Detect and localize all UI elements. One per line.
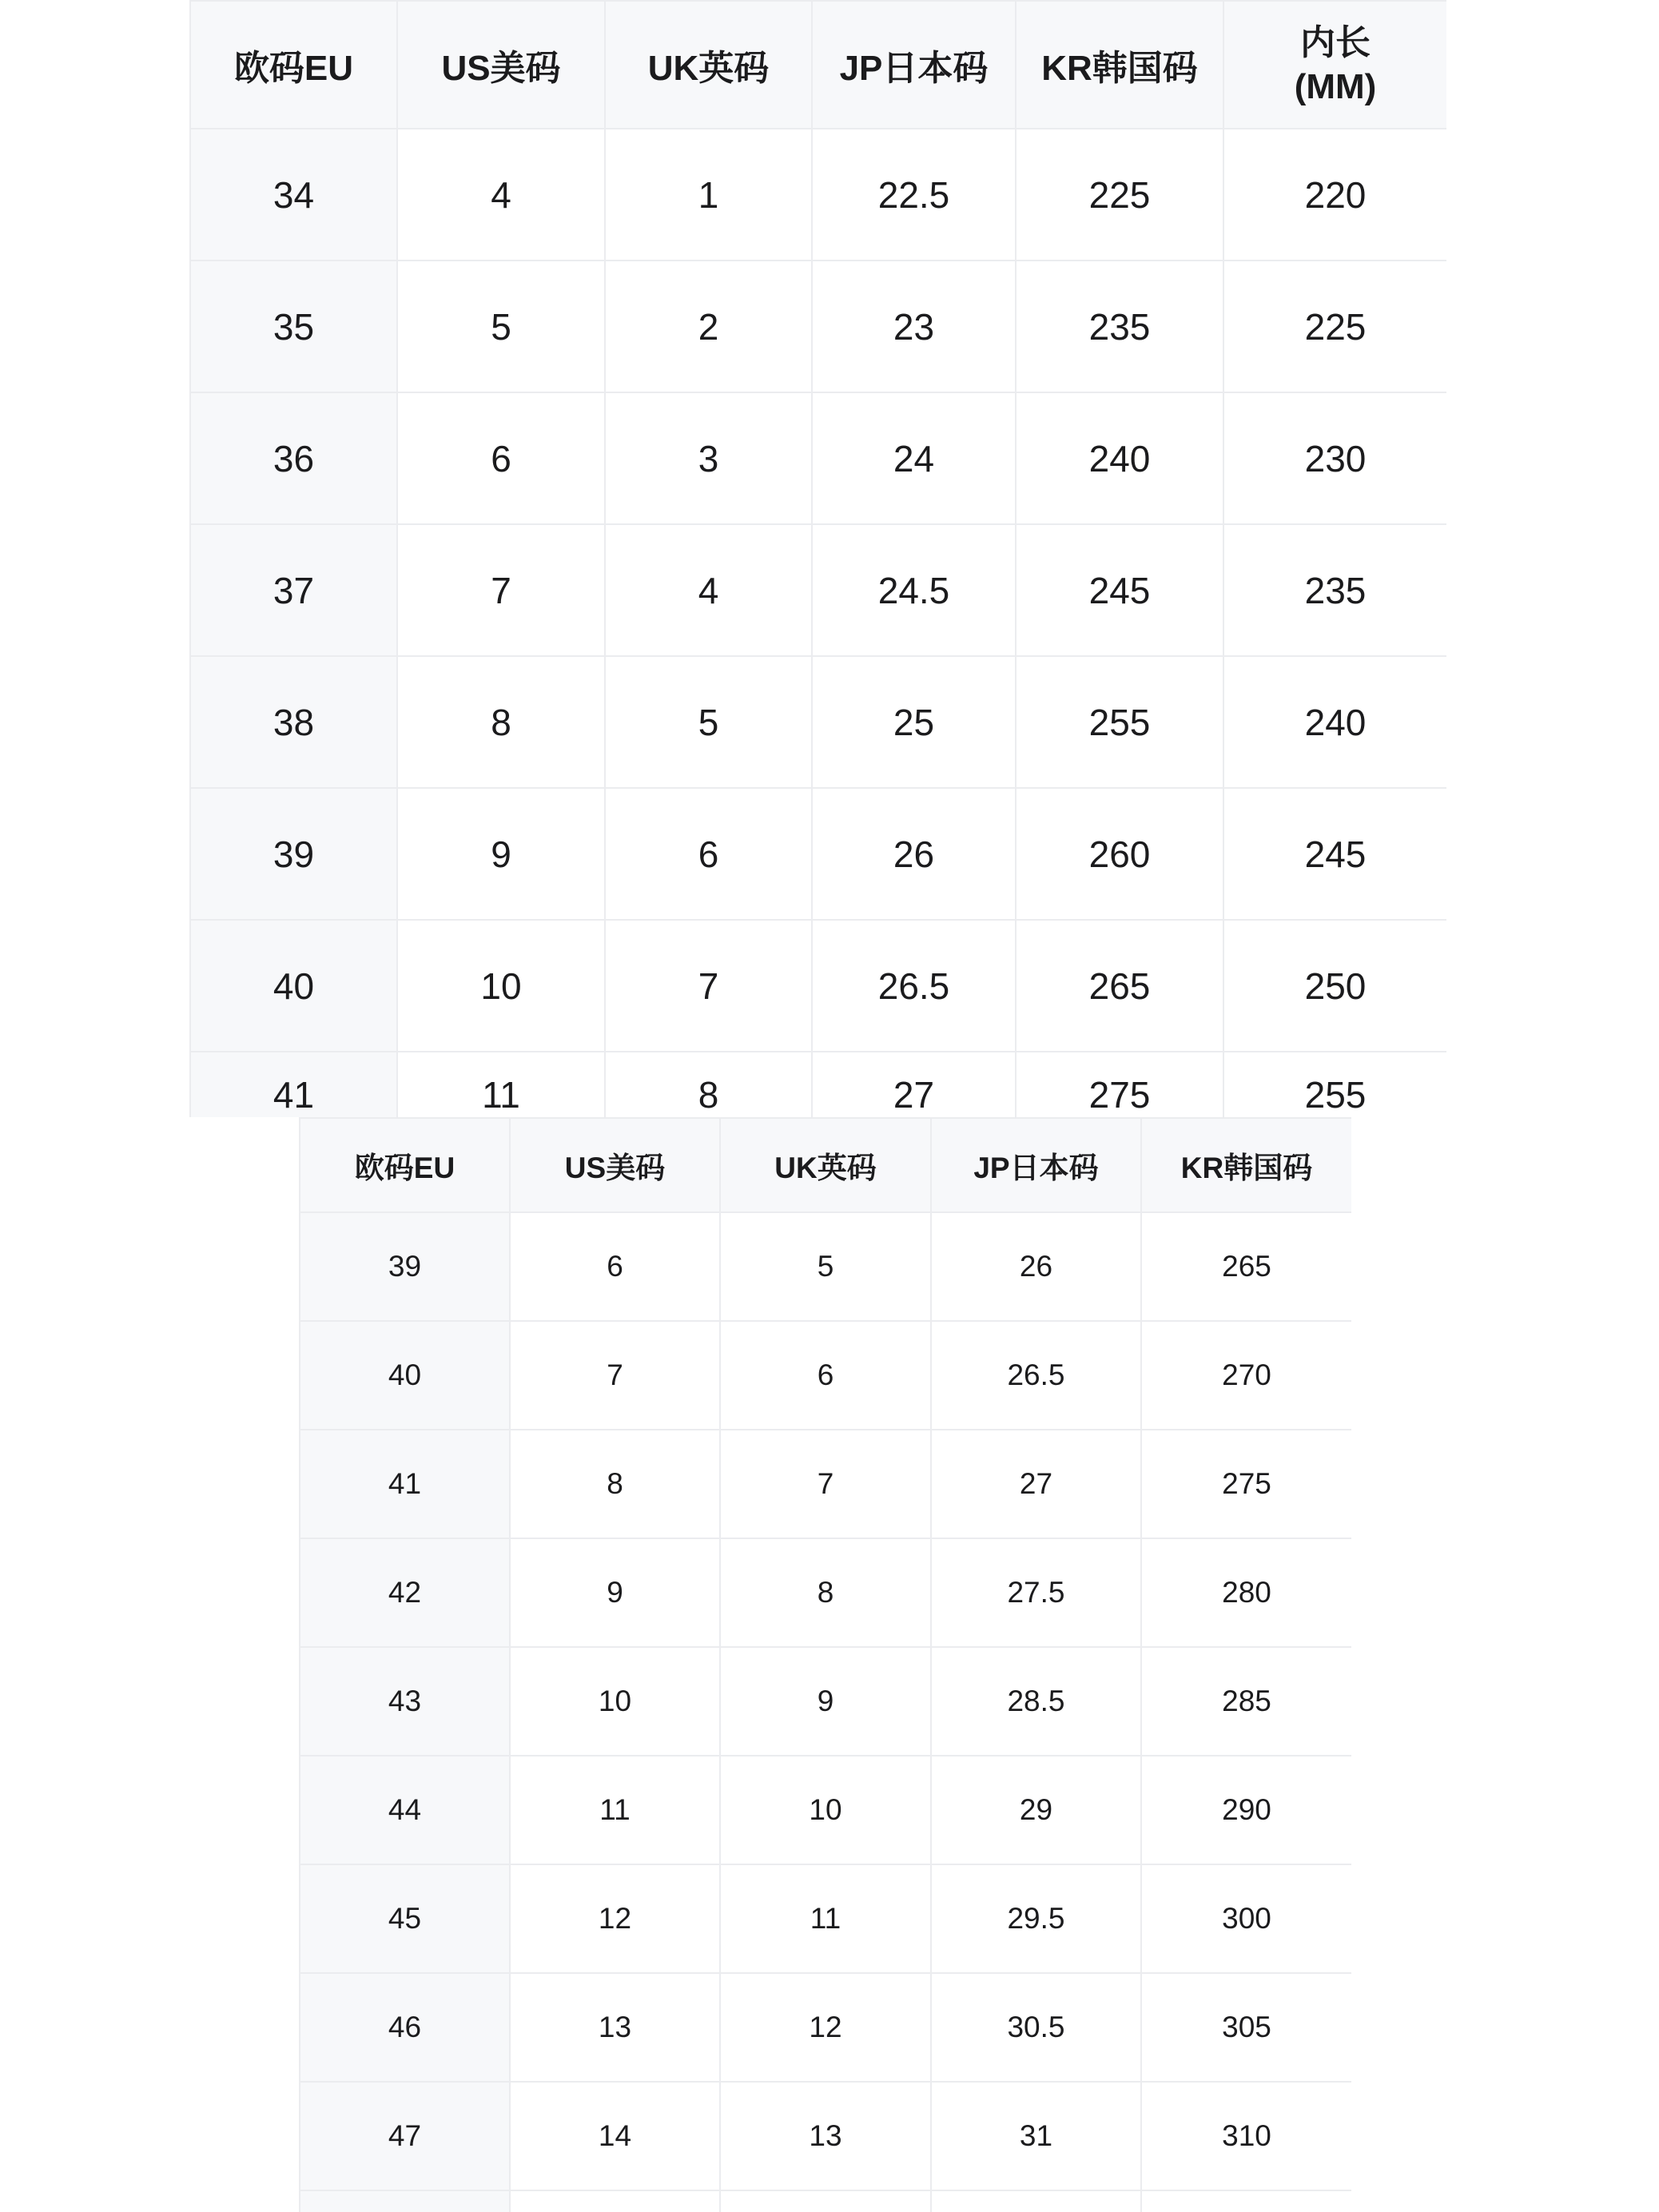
cell-jp: 26.5	[812, 920, 1016, 1052]
cell-eu: 47	[300, 2082, 510, 2190]
cell-eu: 37	[190, 524, 397, 656]
table-row	[190, 656, 1446, 788]
cell-uk: 13	[720, 2082, 931, 2190]
cell-uk: 6	[605, 788, 812, 920]
table-row	[190, 129, 1446, 261]
cell-jp: 28.5	[931, 1647, 1141, 1756]
cell-us: 9	[397, 788, 605, 920]
table-row	[300, 1321, 1351, 1430]
cell-eu: 41	[190, 1052, 397, 1117]
table-header-row	[190, 1, 1446, 129]
cell-kr: 235	[1016, 261, 1223, 392]
cell-uk: 7	[720, 1430, 931, 1538]
column-header-uk: UK英码	[720, 1118, 931, 1212]
cell-eu: 45	[300, 1864, 510, 1973]
cell-uk: 9	[720, 1647, 931, 1756]
column-header-eu: 欧码EU	[190, 1, 397, 129]
cell-inner-length: 255	[1223, 1052, 1446, 1117]
cell-uk: 12	[720, 1973, 931, 2082]
cell-us: 5	[397, 261, 605, 392]
inner-length-label-line1: 内长	[1300, 23, 1371, 62]
cell-us: 8	[397, 656, 605, 788]
table-row-partial	[300, 2190, 1351, 2212]
cell-jp: 31	[931, 2082, 1141, 2190]
size-conversion-table-top	[189, 0, 1446, 1117]
cell-jp: 29.5	[931, 1864, 1141, 1973]
cell-empty	[720, 2190, 931, 2212]
cell-kr: 260	[1016, 788, 1223, 920]
table-row	[300, 1212, 1351, 1321]
cell-us: 12	[510, 1864, 720, 1973]
cell-uk: 8	[720, 1538, 931, 1647]
cell-kr: 300	[1141, 1864, 1351, 1973]
cell-uk: 4	[605, 524, 812, 656]
table-row	[300, 1756, 1351, 1864]
cell-kr: 285	[1141, 1647, 1351, 1756]
column-header-uk: UK英码	[605, 1, 812, 129]
cell-jp: 26.5	[931, 1321, 1141, 1430]
cell-jp: 27	[931, 1430, 1141, 1538]
table-row	[190, 524, 1446, 656]
column-header-us: US美码	[510, 1118, 720, 1212]
cell-jp: 26	[931, 1212, 1141, 1321]
cell-inner-length: 230	[1223, 392, 1446, 524]
cell-us: 9	[510, 1538, 720, 1647]
cell-us: 11	[397, 1052, 605, 1117]
cell-eu: 43	[300, 1647, 510, 1756]
cell-kr: 265	[1016, 920, 1223, 1052]
cell-empty	[300, 2190, 510, 2212]
table-header-row	[300, 1118, 1351, 1212]
cell-inner-length: 245	[1223, 788, 1446, 920]
cell-jp: 23	[812, 261, 1016, 392]
cell-eu: 38	[190, 656, 397, 788]
cell-eu: 40	[300, 1321, 510, 1430]
column-header-jp: JP日本码	[812, 1, 1016, 129]
column-header-jp: JP日本码	[931, 1118, 1141, 1212]
cell-kr: 280	[1141, 1538, 1351, 1647]
table-row	[190, 920, 1446, 1052]
cell-us: 11	[510, 1756, 720, 1864]
cell-eu: 35	[190, 261, 397, 392]
column-header-kr: KR韩国码	[1016, 1, 1223, 129]
cell-kr: 290	[1141, 1756, 1351, 1864]
table-row	[190, 392, 1446, 524]
table-row	[300, 1973, 1351, 2082]
cell-us: 10	[397, 920, 605, 1052]
cell-eu: 44	[300, 1756, 510, 1864]
cell-kr: 225	[1016, 129, 1223, 261]
cell-us: 7	[397, 524, 605, 656]
cell-inner-length: 235	[1223, 524, 1446, 656]
cell-kr: 255	[1016, 656, 1223, 788]
size-table-bottom-section	[299, 1117, 1351, 2212]
cell-kr: 265	[1141, 1212, 1351, 1321]
cell-uk: 3	[605, 392, 812, 524]
cell-kr: 245	[1016, 524, 1223, 656]
cell-inner-length: 250	[1223, 920, 1446, 1052]
column-header-inner-length	[1223, 1, 1446, 129]
cell-empty	[931, 2190, 1141, 2212]
cell-us: 6	[397, 392, 605, 524]
inner-length-label-line2: (MM)	[1294, 67, 1377, 106]
table-row	[300, 2082, 1351, 2190]
cell-us: 14	[510, 2082, 720, 2190]
table-row	[300, 1864, 1351, 1973]
column-header-us: US美码	[397, 1, 605, 129]
column-header-eu: 欧码EU	[300, 1118, 510, 1212]
cell-uk: 5	[605, 656, 812, 788]
cell-uk: 6	[720, 1321, 931, 1430]
cell-eu: 39	[190, 788, 397, 920]
cell-us: 6	[510, 1212, 720, 1321]
cell-eu: 34	[190, 129, 397, 261]
cell-uk: 10	[720, 1756, 931, 1864]
cell-eu: 41	[300, 1430, 510, 1538]
cell-eu: 40	[190, 920, 397, 1052]
cell-eu: 39	[300, 1212, 510, 1321]
cell-inner-length: 240	[1223, 656, 1446, 788]
size-table-top-section	[189, 0, 1446, 1117]
table-row	[300, 1647, 1351, 1756]
cell-jp: 22.5	[812, 129, 1016, 261]
table-row-clipped	[190, 1052, 1446, 1117]
cell-kr: 310	[1141, 2082, 1351, 2190]
cell-eu: 46	[300, 1973, 510, 2082]
cell-eu: 42	[300, 1538, 510, 1647]
cell-jp: 29	[931, 1756, 1141, 1864]
cell-uk: 1	[605, 129, 812, 261]
cell-jp: 24	[812, 392, 1016, 524]
cell-jp: 27.5	[931, 1538, 1141, 1647]
cell-inner-length: 225	[1223, 261, 1446, 392]
table-row	[300, 1538, 1351, 1647]
cell-uk: 2	[605, 261, 812, 392]
cell-us: 8	[510, 1430, 720, 1538]
cell-eu: 36	[190, 392, 397, 524]
cell-uk: 8	[605, 1052, 812, 1117]
cell-us: 4	[397, 129, 605, 261]
table-row	[190, 261, 1446, 392]
size-conversion-table-bottom	[299, 1117, 1351, 2212]
table-row	[300, 1430, 1351, 1538]
cell-inner-length: 220	[1223, 129, 1446, 261]
cell-jp: 24.5	[812, 524, 1016, 656]
cell-empty	[510, 2190, 720, 2212]
cell-jp: 25	[812, 656, 1016, 788]
cell-us: 13	[510, 1973, 720, 2082]
cell-jp: 30.5	[931, 1973, 1141, 2082]
cell-uk: 7	[605, 920, 812, 1052]
column-header-kr: KR韩国码	[1141, 1118, 1351, 1212]
cell-empty	[1141, 2190, 1351, 2212]
cell-kr: 275	[1141, 1430, 1351, 1538]
cell-kr: 305	[1141, 1973, 1351, 2082]
cell-kr: 240	[1016, 392, 1223, 524]
cell-jp: 27	[812, 1052, 1016, 1117]
cell-us: 10	[510, 1647, 720, 1756]
cell-uk: 11	[720, 1864, 931, 1973]
cell-kr: 275	[1016, 1052, 1223, 1117]
cell-jp: 26	[812, 788, 1016, 920]
cell-kr: 270	[1141, 1321, 1351, 1430]
table-row	[190, 788, 1446, 920]
cell-uk: 5	[720, 1212, 931, 1321]
cell-us: 7	[510, 1321, 720, 1430]
